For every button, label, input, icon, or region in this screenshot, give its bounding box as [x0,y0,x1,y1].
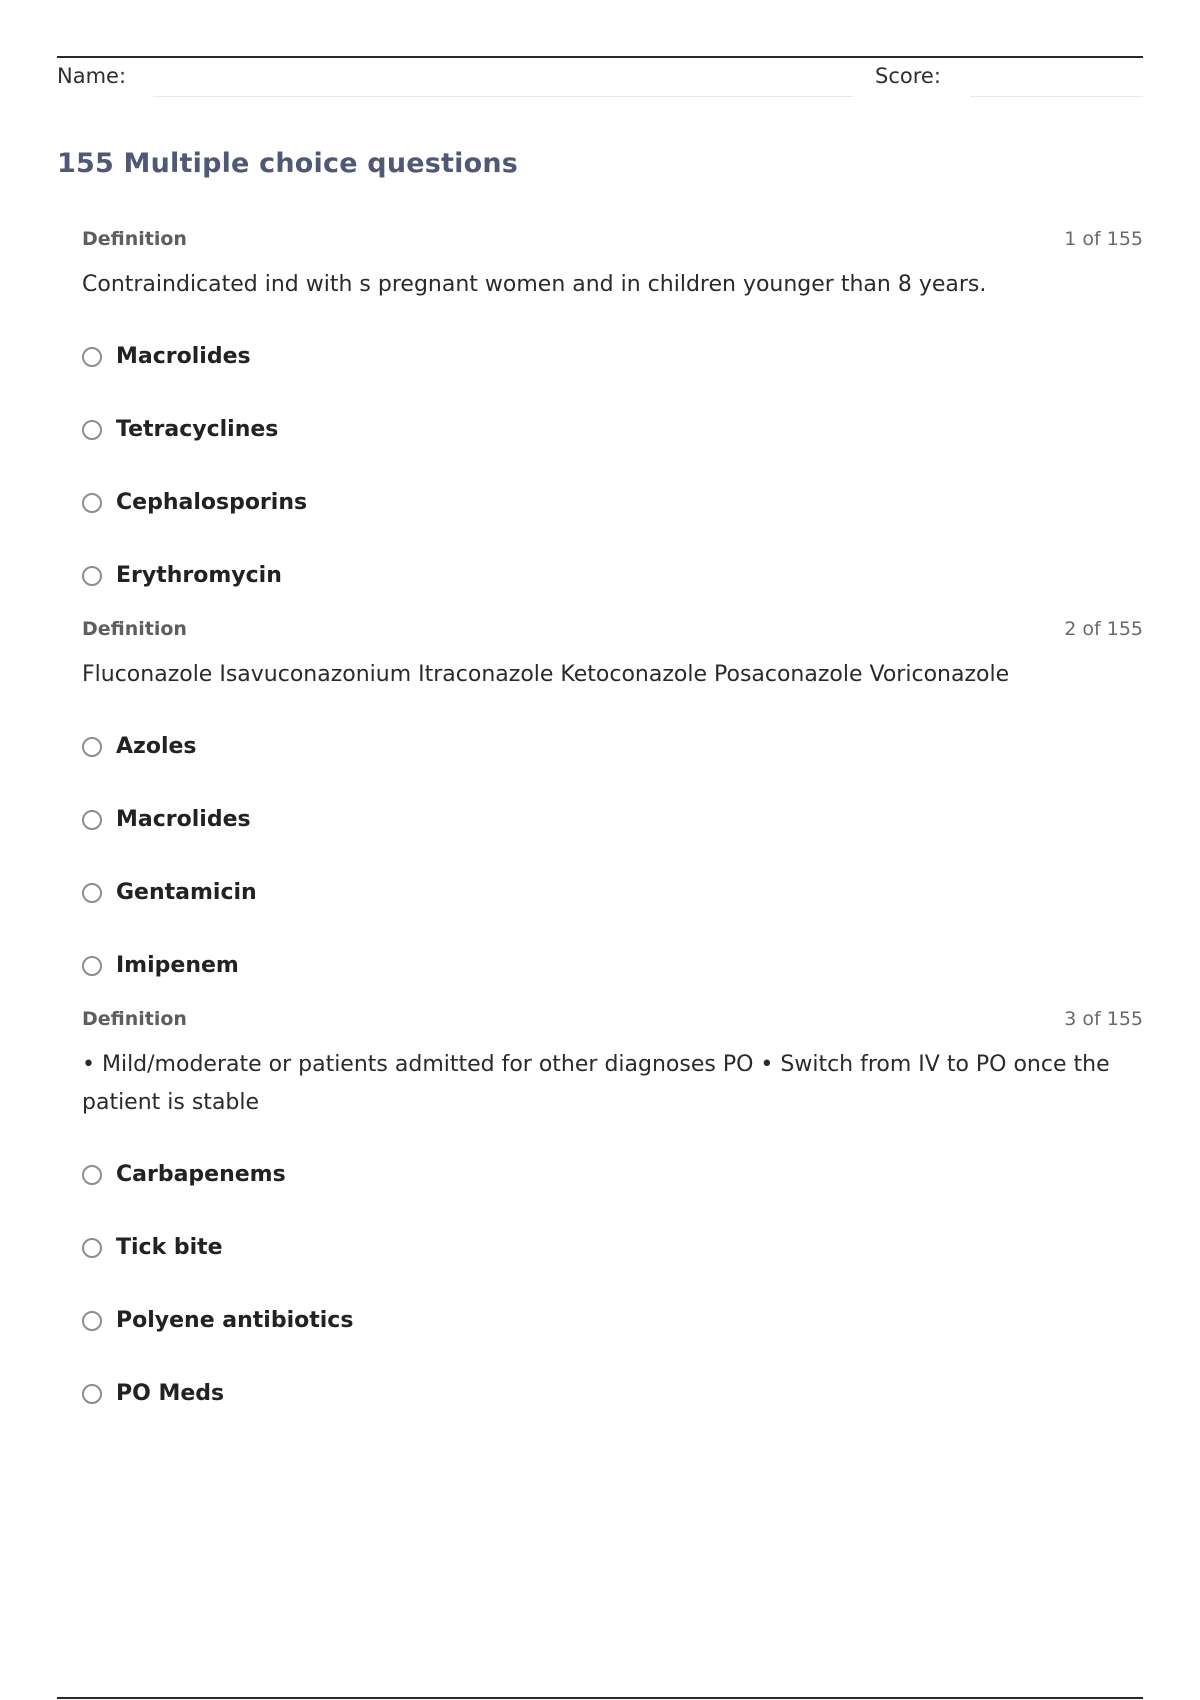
question-counter: 3 of 155 [1064,1008,1143,1030]
option-label: Gentamicin [116,880,257,905]
answer-option[interactable] [82,1357,1143,1430]
page-title: 155 Multiple choice questions [57,148,519,179]
answer-option[interactable] [82,393,1143,466]
name-label: Name: [57,64,127,88]
option-label: Macrolides [116,344,251,369]
question-kind: Definition [82,228,187,250]
answer-option[interactable] [82,1211,1143,1284]
top-rule [57,56,1143,58]
option-list [82,710,1143,1002]
radio-button-icon[interactable] [82,810,102,830]
answer-option[interactable] [82,710,1143,783]
question-2 [82,618,1143,1002]
answer-option[interactable] [82,783,1143,856]
question-3 [82,1008,1143,1430]
radio-button-icon[interactable] [82,1311,102,1331]
radio-button-icon[interactable] [82,493,102,513]
answer-option[interactable] [82,856,1143,929]
question-kind: Definition [82,1008,187,1030]
option-label: Polyene antibiotics [116,1308,354,1333]
option-label: Cephalosporins [116,490,308,515]
answer-option[interactable] [82,466,1143,539]
question-counter: 2 of 155 [1064,618,1143,640]
option-label: PO Meds [116,1381,225,1406]
radio-button-icon[interactable] [82,737,102,757]
question-text: • Mild/moderate or patients admitted for other diagnoses PO • Switch from IV to PO once the patient is stable [82,1052,1110,1115]
score-field[interactable] [970,96,1143,97]
radio-button-icon[interactable] [82,1238,102,1258]
option-label: Tetracyclines [116,417,279,442]
option-label: Imipenem [116,953,239,978]
question-text: Fluconazole Isavuconazonium Itraconazole Ketoconazole Posaconazole Voriconazole [82,662,1010,687]
radio-button-icon[interactable] [82,1165,102,1185]
option-list [82,1138,1143,1430]
question-kind: Definition [82,618,187,640]
question-header [82,618,1143,646]
question-header [82,228,1143,256]
option-label: Erythromycin [116,563,282,588]
option-label: Tick bite [116,1235,223,1260]
radio-button-icon[interactable] [82,420,102,440]
radio-button-icon[interactable] [82,1384,102,1404]
radio-button-icon[interactable] [82,883,102,903]
radio-button-icon[interactable] [82,347,102,367]
question-counter: 1 of 155 [1064,228,1143,250]
radio-button-icon[interactable] [82,956,102,976]
answer-option[interactable] [82,539,1143,612]
question-text: Contraindicated ind with s pregnant women and in children younger than 8 years. [82,272,987,297]
answer-option[interactable] [82,320,1143,393]
answer-option[interactable] [82,929,1143,1002]
option-label: Macrolides [116,807,251,832]
answer-option[interactable] [82,1284,1143,1357]
option-list [82,320,1143,612]
answer-option[interactable] [82,1138,1143,1211]
option-label: Carbapenems [116,1162,286,1187]
question-1 [82,228,1143,612]
radio-button-icon[interactable] [82,566,102,586]
score-label: Score: [875,64,941,88]
name-field[interactable] [153,96,853,97]
bottom-rule [57,1697,1143,1699]
option-label: Azoles [116,734,197,759]
header-row [57,60,1143,100]
question-header [82,1008,1143,1036]
